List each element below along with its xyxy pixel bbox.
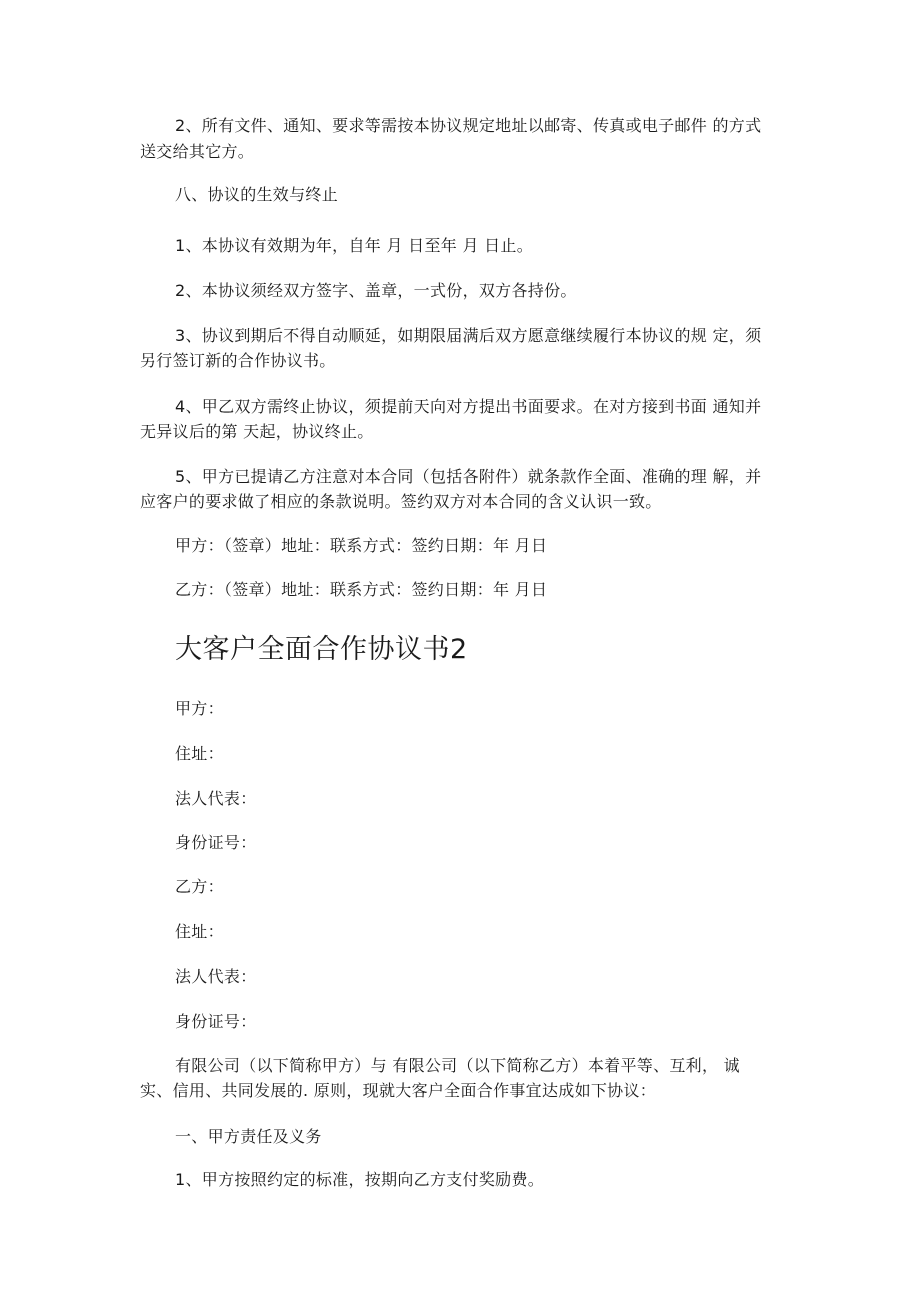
- intro-paragraph: 有限公司（以下简称甲方）与 有限公司（以下简称乙方）本着平等、互利， 诚: [175, 1056, 740, 1075]
- clause-item: 4、甲乙双方需终止协议，须提前天向对方提出书面要求。在对方接到书面 通知并: [175, 397, 762, 416]
- section-title: 八、协议的生效与终止: [175, 185, 339, 204]
- signature-line-party-a: 甲方：（签章）地址：联系方式：签约日期：年 月日: [175, 536, 548, 555]
- party-b-legal-rep: 法人代表：: [175, 967, 257, 986]
- clause-item: 2、本协议须经双方签字、盖章，一式份，双方各持份。: [175, 281, 577, 300]
- clause-item: 5、甲方已提请乙方注意对本合同（包括各附件）就条款作全面、准确的理 解，并: [175, 467, 762, 486]
- party-b-label: 乙方：: [175, 877, 224, 896]
- clause-item: 1、甲方按照约定的标准，按期向乙方支付奖励费。: [175, 1170, 545, 1189]
- clause-item: 无异议后的第 天起，协议终止。: [140, 422, 374, 441]
- party-b-id: 身份证号：: [175, 1012, 257, 1031]
- section-title: 一、甲方责任及义务: [175, 1127, 322, 1146]
- clause-item: 3、协议到期后不得自动顺延，如期限届满后双方愿意继续履行本协议的规 定，须: [175, 326, 762, 345]
- signature-line-party-b: 乙方：（签章）地址：联系方式：签约日期：年 月日: [175, 580, 548, 599]
- party-a-label: 甲方：: [175, 699, 224, 718]
- intro-paragraph: 实、信用、共同发展的. 原则，现就大客户全面合作事宜达成如下协议：: [140, 1081, 657, 1100]
- clause-item: 应客户的要求做了相应的条款说明。签约双方对本合同的含义认识一致。: [140, 492, 662, 511]
- clause-item: 另行签订新的合作协议书。: [140, 351, 336, 370]
- paragraph-line: 送交给其它方。: [140, 142, 255, 161]
- party-b-address: 住址：: [175, 922, 224, 941]
- paragraph-line: 2、所有文件、通知、要求等需按本协议规定地址以邮寄、传真或电子邮件 的方式: [175, 116, 762, 135]
- clause-item: 1、本协议有效期为年，自年 月 日至年 月 日止。: [175, 236, 534, 255]
- document-title: 大客户全面合作协议书2: [175, 634, 468, 665]
- party-a-legal-rep: 法人代表：: [175, 789, 257, 808]
- party-a-id: 身份证号：: [175, 833, 257, 852]
- party-a-address: 住址：: [175, 744, 224, 763]
